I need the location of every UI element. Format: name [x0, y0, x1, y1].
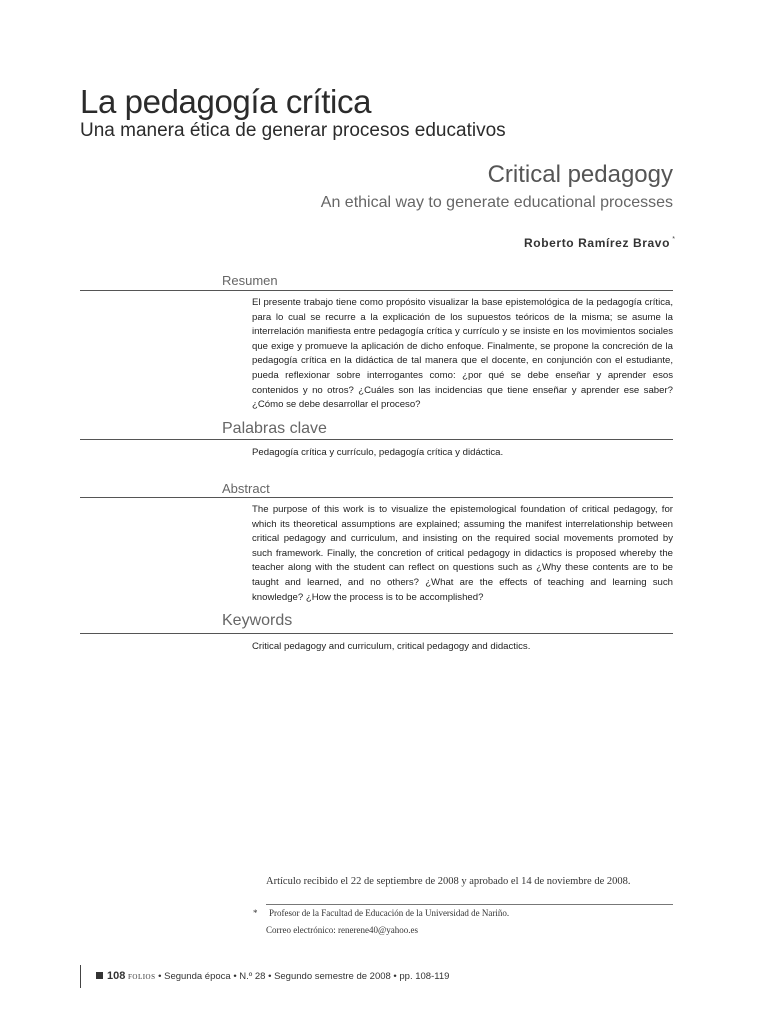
- received-note: Artículo recibido el 22 de septiembre de 2008 y aprobado el 14 de noviembre de 2008.: [266, 876, 631, 887]
- section-divider: [80, 633, 673, 634]
- page-footer: [96, 970, 449, 982]
- abstract-heading: Abstract: [222, 481, 270, 496]
- section-divider: [80, 497, 673, 498]
- article-subtitle: Una manera ética de generar procesos educativos: [80, 120, 506, 141]
- author-email: Correo electrónico: renerene40@yahoo.es: [266, 925, 418, 935]
- keywords-heading: Keywords: [222, 612, 293, 629]
- resumen-text: El presente trabajo tiene como propósito visualizar la base epistemológica de la pedagogía crítica, para lo cual se recurre a la explicación de los supuestos teóricos de la misma; se asume la interrelación manifiesta entre pedagogía crítica y currículo y se insiste en los movimientos sociales que exige y promueve la aplicación de dicho enfoque. Finalmente, se propone la concreción de la pedagogía crítica en la didáctica de tal manera que el docente, en conjunción con el estudiante, pueda reflexionar sobre interrogantes como: ¿por qué se debe enseñar y aprender esos contenidos y no otros? ¿Cuáles son las incidencias que tiene enseñar y aprender ese saber? ¿Cómo se debe desarrollar el proceso?: [252, 297, 673, 411]
- journal-name: FOLIOS: [128, 973, 156, 981]
- author-footnote-mark: *: [672, 236, 675, 243]
- english-title: Critical pedagogy: [487, 161, 673, 188]
- section-divider: [80, 290, 673, 291]
- page-number: 108: [107, 970, 126, 982]
- square-bullet-icon: [96, 972, 103, 979]
- author-affiliation: Profesor de la Facultad de Educación de la Universidad de Nariño.: [269, 908, 510, 918]
- keywords-text: Critical pedagogy and curriculum, critical pedagogy and didactics.: [252, 641, 531, 652]
- resumen-heading: Resumen: [222, 273, 278, 288]
- issue-info: • Segunda época • N.º 28 • Segundo semestre de 2008 • pp. 108-119: [158, 971, 450, 982]
- abstract-text: The purpose of this work is to visualize the epistemological foundation of critical pedagogy, for which its theoretical assumptions are explained; assuming the manifest interrelationship between critical pedagogy and curriculum, and insisting on the required social movements promoted by such framework. Finally, the concretion of critical pedagogy in didactics is proposed whereby the teacher along with the student can reflect on questions such as ¿Why these contents are to be taught and learned, and no others? ¿What are the effects of teaching and learning such knowledge? ¿How the process is to be accomplished?: [252, 504, 673, 603]
- footer-divider: [80, 965, 81, 988]
- article-title: La pedagogía crítica: [80, 83, 372, 120]
- author-name: Roberto Ramírez Bravo: [524, 236, 670, 250]
- footnote-divider: [266, 904, 673, 905]
- footnote-mark: *: [253, 908, 258, 918]
- palabras-clave-heading: Palabras clave: [222, 420, 327, 437]
- palabras-clave-text: Pedagogía crítica y currículo, pedagogía crítica y didáctica.: [252, 447, 504, 458]
- english-subtitle: An ethical way to generate educational processes: [320, 194, 673, 211]
- section-divider: [80, 439, 673, 440]
